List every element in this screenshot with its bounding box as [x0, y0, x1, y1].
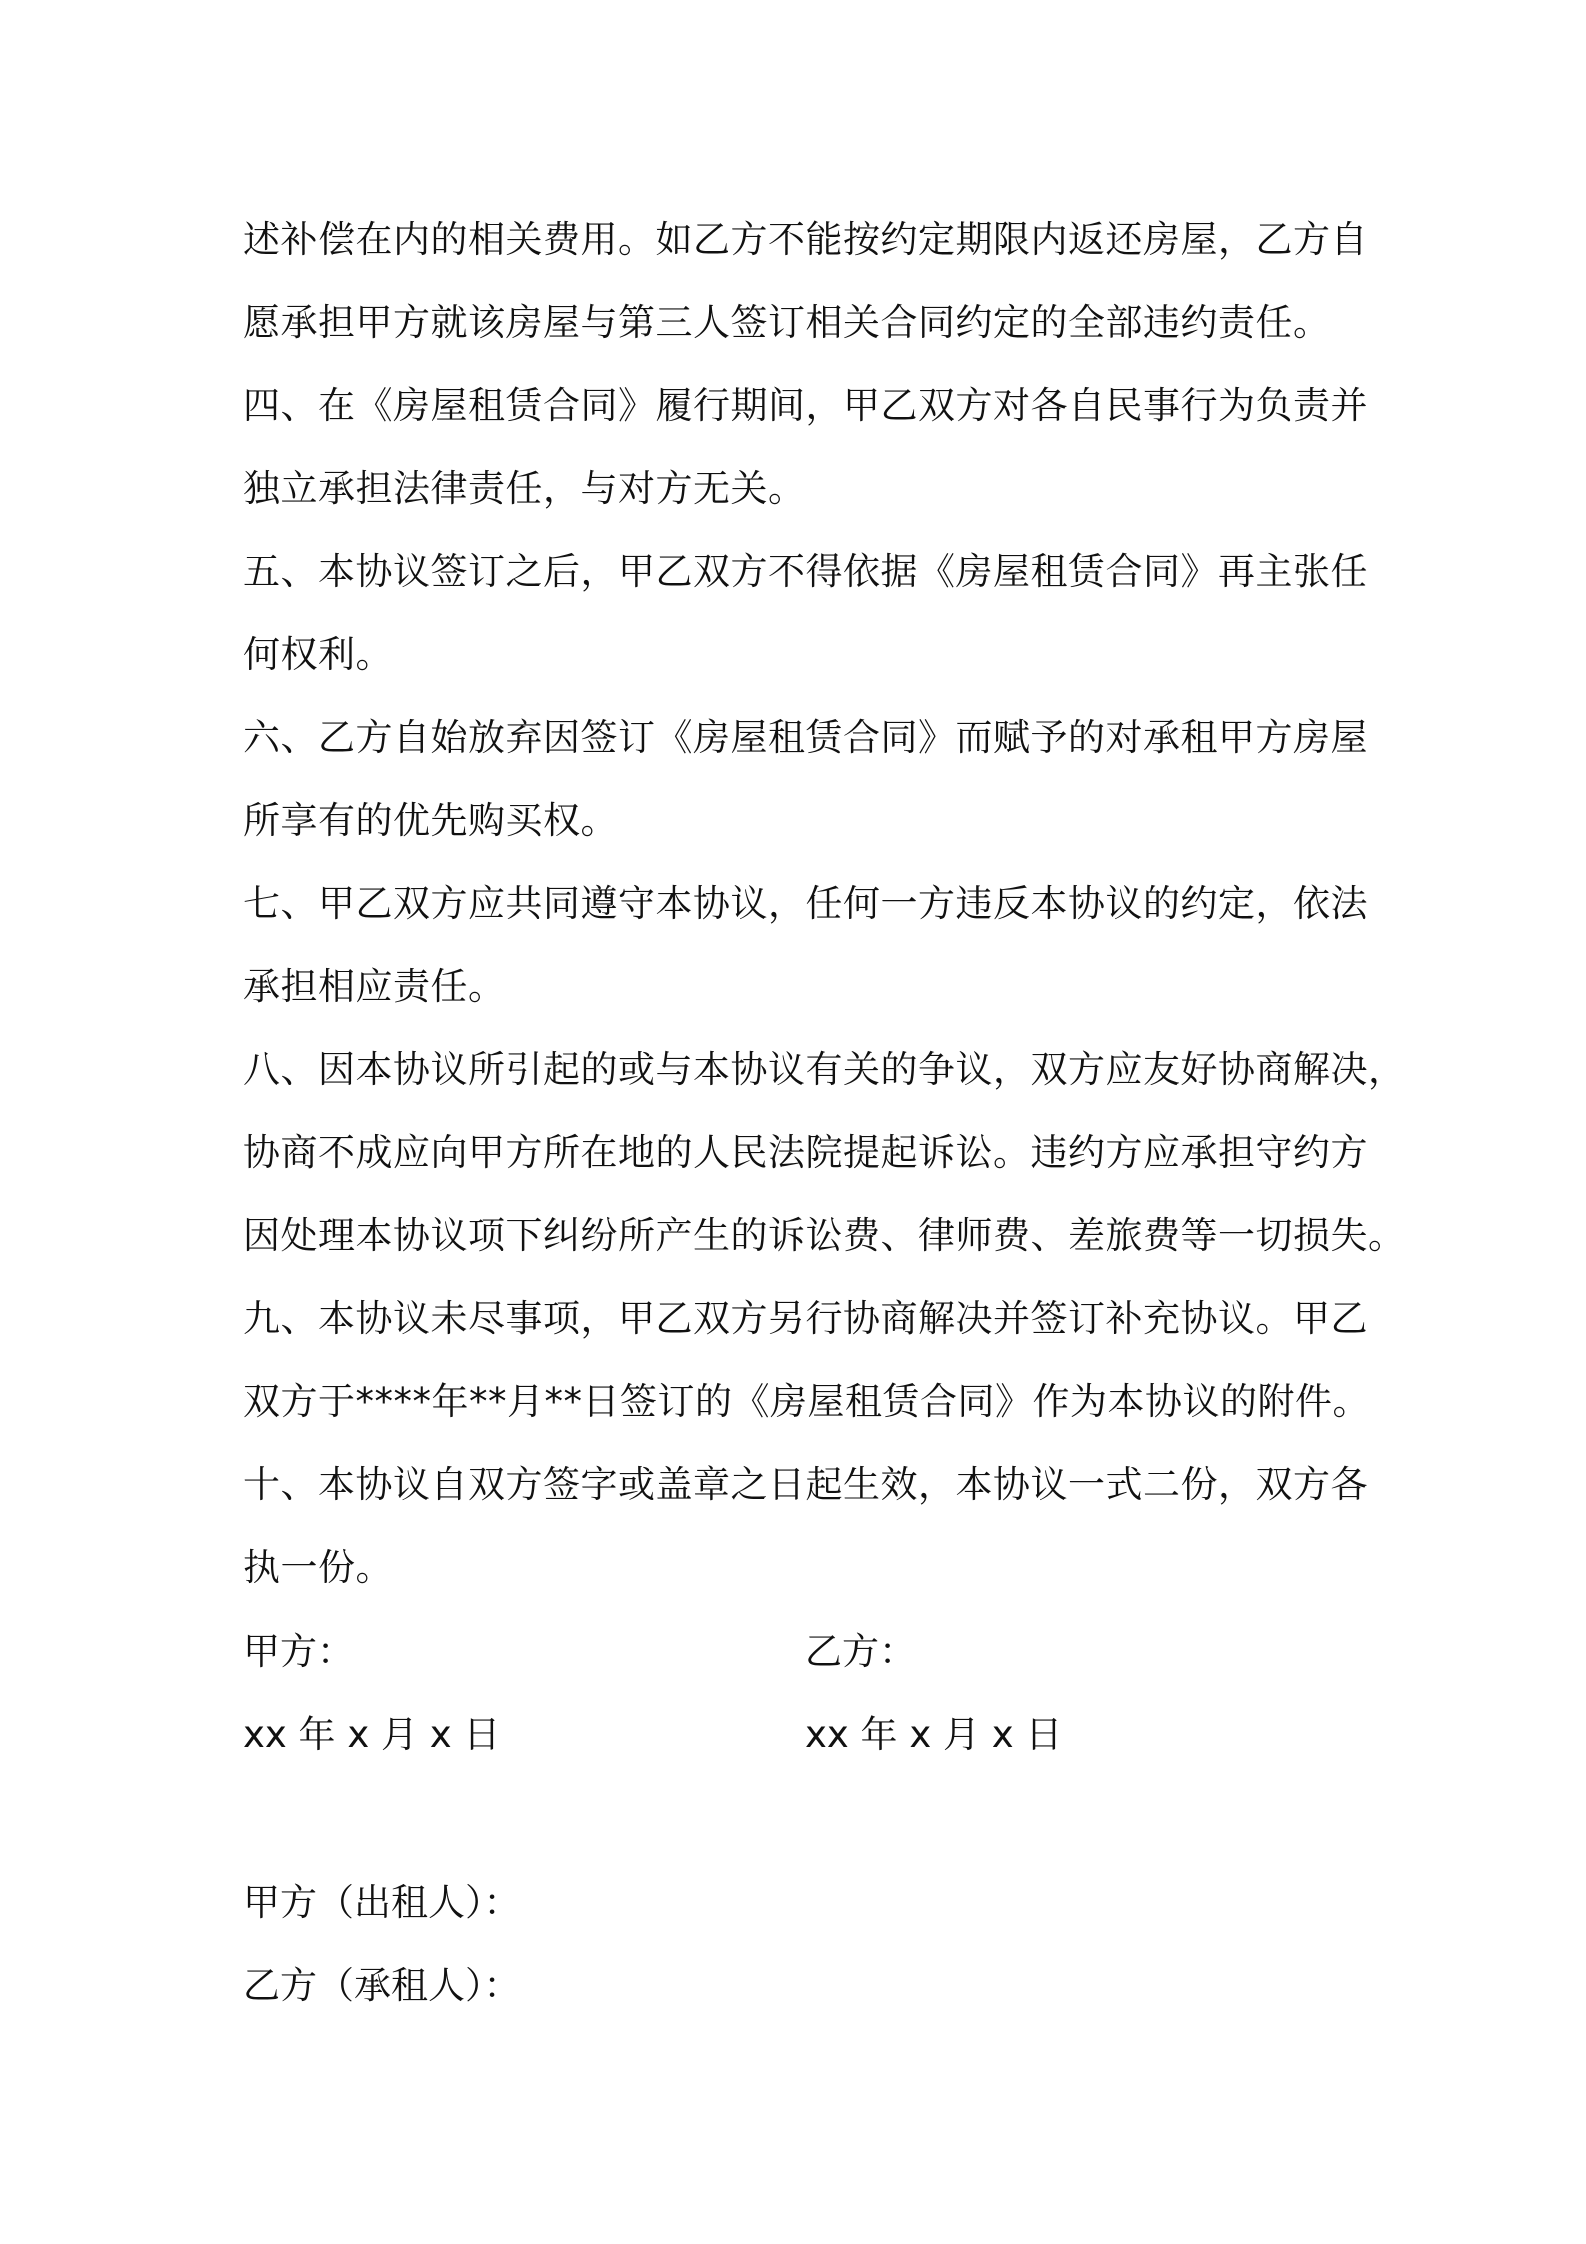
clause-9-line: 九、本协议未尽事项，甲乙双方另行协商解决并签订补充协议。甲乙	[243, 1297, 1368, 1340]
clause-9-line: 双方于****年**月**日签订的《房屋租赁合同》作为本协议的附件。	[243, 1380, 1370, 1423]
clause-6-line: 所享有的优先购买权。	[243, 799, 618, 842]
party-b-date: xx 年 x 月 x 日	[805, 1713, 1063, 1756]
signature-dates-row	[243, 1693, 1358, 1776]
party-a-label: 甲方：	[243, 1630, 354, 1673]
clause-8-line: 因处理本协议项下纠纷所产生的诉讼费、律师费、差旅费等一切损失。	[243, 1214, 1406, 1257]
clause-10-line: 十、本协议自双方签字或盖章之日起生效，本协议一式二份，双方各	[243, 1463, 1368, 1506]
clause-7-line: 承担相应责任。	[243, 965, 506, 1008]
clause-4-line: 四、在《房屋租赁合同》履行期间，甲乙双方对各自民事行为负责并	[243, 384, 1368, 427]
lessee-label: 乙方（承租人）：	[243, 1964, 521, 2007]
clause-5-line: 何权利。	[243, 633, 393, 676]
party-b-label: 乙方：	[805, 1630, 916, 1673]
signature-labels-row	[243, 1610, 1358, 1693]
clause-10-line: 执一份。	[243, 1546, 393, 1589]
clause-5-line: 五、本协议签订之后，甲乙双方不得依据《房屋租赁合同》再主张任	[243, 550, 1368, 593]
clause-8-line: 八、因本协议所引起的或与本协议有关的争议，双方应友好协商解决，	[243, 1048, 1406, 1091]
clause-7-line: 七、甲乙双方应共同遵守本协议，任何一方违反本协议的约定，依法	[243, 882, 1368, 925]
clause-6-line: 六、乙方自始放弃因签订《房屋租赁合同》而赋予的对承租甲方房屋	[243, 716, 1368, 759]
lessor-label: 甲方（出租人）：	[243, 1881, 521, 1924]
agreement-body	[243, 198, 1406, 1609]
clause-4-line: 独立承担法律责任，与对方无关。	[243, 467, 806, 510]
clause-8-line: 协商不成应向甲方所在地的人民法院提起诉讼。违约方应承担守约方	[243, 1131, 1368, 1174]
text-line: 愿承担甲方就该房屋与第三人签订相关合同约定的全部违约责任。	[243, 301, 1331, 344]
party-a-date: xx 年 x 月 x 日	[243, 1713, 501, 1756]
text-line: 述补偿在内的相关费用。如乙方不能按约定期限内返还房屋，乙方自	[243, 218, 1368, 261]
